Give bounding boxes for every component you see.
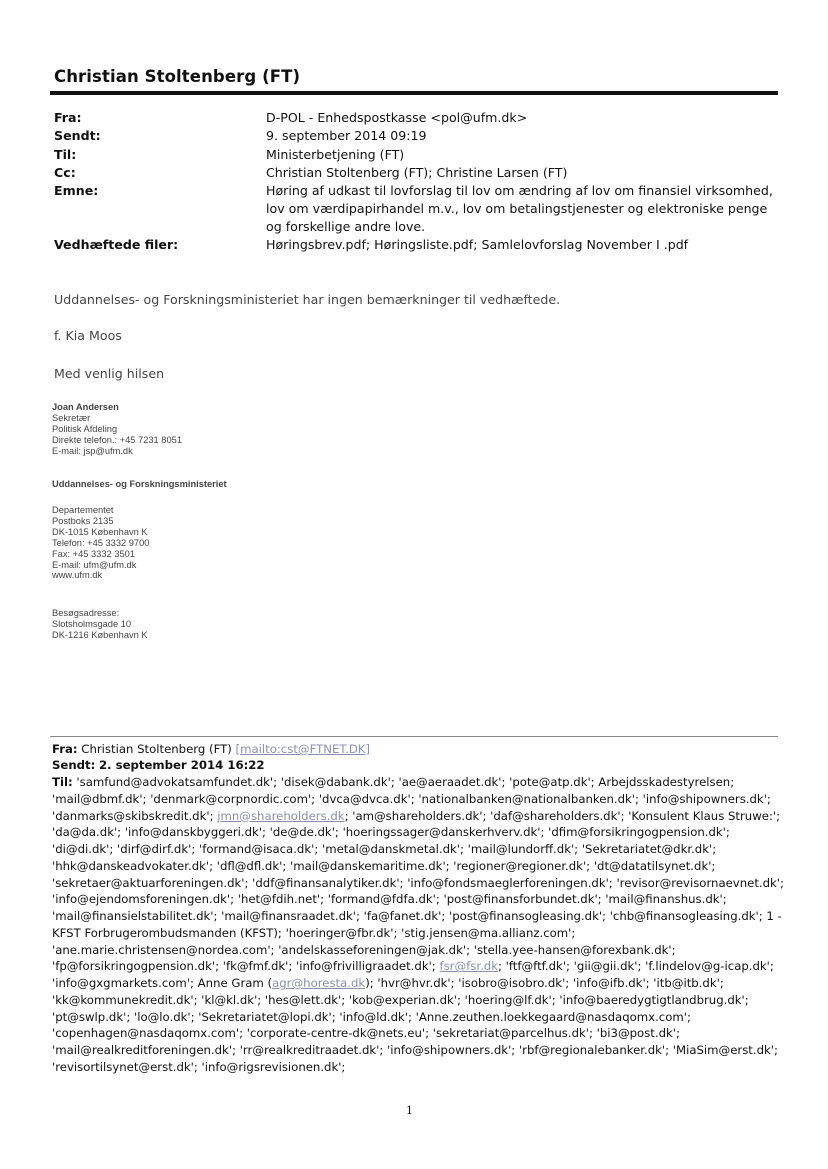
signature-title: Sekretær — [52, 412, 91, 423]
header-label-attachments: Vedhæftede filer: — [54, 237, 179, 252]
forward-sent-label: Sendt: — [52, 758, 96, 772]
recipient-link-jmn[interactable]: jmn@shareholders.dk — [217, 808, 345, 823]
forward-sent-value: 2. september 2014 16:22 — [99, 758, 265, 772]
recipients-text: 'samfund@advokatsamfundet.dk'; 'disek@dabank.dk'; 'ae@aeraadet.dk'; 'pote@atp.dk'; Arbejdsskadestyrelsen; 'mail@dbmf.dk'; 'denmark@corpnordic.com'; 'dvca@dvca.dk'; 'nationalbanken@nationalbanken.dk'; 'info@shipowners.dk'; 'danmarks@skibskredit.dk'; — [52, 775, 771, 823]
forward-from-link[interactable]: [mailto:cst@FTNET.DK] — [235, 742, 371, 756]
signature-phone: Direkte telefon.: +45 7231 8051 — [52, 434, 182, 445]
signature-visit — [52, 608, 148, 641]
recipients-text: ; 'am@shareholders.dk'; 'daf@shareholders.dk'; 'Konsulent Klaus Struwe:'; 'da@da.dk'; 'info@danskbyggeri.dk'; 'de@de.dk'; 'hoeringssager@danskerhverv.dk'; 'dfim@forsikringogpension.dk'; 'di@di.dk'; 'dirf@dirf.dk'; 'formand@isaca.dk'; 'metal@danskmetal.dk'; 'mail@lundorff.dk'; 'Sekretariatet@dkr.dk'; 'hhk@danskeadvokater.dk'; 'dfl@dfl.dk'; 'mail@danskemaritime.dk'; 'regioner@regioner.dk'; 'dt@datatilsynet.dk'; 'sekretaer@aktuarforeningen.dk'; 'ddf@finansanalytiker.dk'; 'info@fondsmaeglerforeningen.dk'; 'revisor@revisornaevnet.dk'; 'info@ejendomsforeningen.dk'; 'het@fdih.net'; 'formand@fdfa.dk'; 'post@finansforbundet.dk'; 'mail@finanshus.dk'; 'mail@finansielstabilitet.dk'; 'mail@finansraadet.dk'; 'fa@fanet.dk'; 'post@finansogleasing.dk'; 'chb@finansogleasing.dk'; 1 - KFST Forbrugerombudsmanden (KFST); 'hoeringer@fbr.dk'; 'stig.jensen@ma.allianz.com'; 'ane.marie.christensen@nordea.com'; 'andelskasseforeningen@jak.dk'; 'stella.yee-hansen@forexbank.dk'; 'fp@forsikringogpension.dk'; 'fk@fmf.dk'; 'info@frivilligraadet.dk'; — [52, 808, 784, 974]
header-label-sent: Sendt: — [54, 128, 101, 143]
forward-from-line — [52, 741, 792, 758]
document-title: Christian Stoltenberg (FT) — [54, 67, 301, 86]
address-line: Departementet — [52, 505, 114, 515]
signature-ministry: Uddannelses- og Forskningsministeriet — [52, 479, 227, 489]
signature-block — [52, 402, 182, 457]
forward-to-label: Til: — [52, 775, 73, 789]
forward-separator — [50, 736, 778, 737]
header-value-from: D-POL - Enhedspostkasse <pol@ufm.dk> — [266, 110, 528, 125]
address-line: www.ufm.dk — [52, 570, 103, 581]
visit-line: DK-1216 København K — [52, 629, 148, 640]
recipient-link-fsr[interactable]: fsr@fsr.dk — [439, 959, 498, 974]
body-remark: Uddannelses- og Forskningsministeriet har ingen bemærkninger til vedhæftede. — [54, 292, 561, 307]
forward-from-value: Christian Stoltenberg (FT) — [81, 742, 232, 756]
signature-dept: Politisk Afdeling — [52, 423, 118, 434]
forward-sent-line — [52, 757, 792, 774]
recipient-link-agr[interactable]: agr@horesta.dk — [272, 976, 366, 990]
recipients-text: ); 'hvr@hvr.dk'; 'isobro@isobro.dk'; 'info@ifb.dk'; 'itb@itb.dk'; 'kk@kommunekredit.dk'; 'kl@kl.dk'; 'hes@lett.dk'; 'kob@experian.dk'; 'hoering@lf.dk'; 'info@baeredygtigtlandbrug.dk'; 'pt@swlp.dk'; 'lo@lo.dk'; 'Sekretariatet@lopi.dk'; 'info@ld.dk'; 'Anne.zeuthen.loekkegaard@nasdaqomx.com'; 'copenhagen@nasdaqomx.com'; 'corporate-centre-dk@nets.eu'; 'sekretariat@parcelhus.dk'; 'bi3@post.dk'; 'mail@realkreditforeningen.dk'; 'rr@realkreditraadet.dk'; 'info@shipowners.dk'; 'rbf@regionalebanker.dk'; 'MiaSim@erst.dk'; 'revisortilsynet@erst.dk'; 'info@rigsrevisionen.dk'; — [52, 976, 778, 1074]
signature-email: E-mail: jsp@ufm.dk — [52, 445, 133, 456]
recipients-text: ; 'ftf@ftf.dk'; 'gii@gii.dk'; 'f.lindelov@g-icap.dk'; 'info@gxgmarkets.com'; Anne Gram ( — [52, 959, 774, 990]
forward-recipients — [52, 774, 792, 1076]
signature-address — [52, 505, 149, 581]
forward-from-label: Fra: — [52, 742, 78, 756]
address-line: Fax: +45 3332 3501 — [52, 548, 135, 559]
header-label-to: Til: — [54, 147, 77, 162]
page-number: 1 — [406, 1104, 413, 1117]
title-rule — [50, 91, 778, 95]
header-value-subject: Høring af udkast til lovforslag til lov om ændring af lov om finansiel virksomhed, lov om værdipapirhandel m.v., lov om betalingstjenester og elektroniske penge og forskellige andre love. — [266, 183, 773, 234]
visit-line: Besøgsadresse: — [52, 608, 120, 618]
body-signoff-name: f. Kia Moos — [54, 328, 122, 343]
signature-name: Joan Andersen — [52, 402, 119, 412]
header-label-cc: Cc: — [54, 165, 76, 180]
header-value-attachments: Høringsbrev.pdf; Høringsliste.pdf; Samlelovforslag November I .pdf — [266, 237, 689, 252]
header-label-from: Fra: — [54, 110, 82, 125]
header-value-sent: 9. september 2014 09:19 — [266, 128, 427, 143]
body-greeting: Med venlig hilsen — [54, 366, 165, 381]
address-line: Postboks 2135 — [52, 515, 114, 526]
header-value-to: Ministerbetjening (FT) — [266, 147, 405, 162]
visit-line: Slotsholmsgade 10 — [52, 618, 132, 629]
header-label-subject: Emne: — [54, 183, 99, 198]
header-value-cc: Christian Stoltenberg (FT); Christine Larsen (FT) — [266, 165, 568, 180]
address-line: DK-1015 København K — [52, 526, 148, 537]
address-line: E-mail: ufm@ufm.dk — [52, 559, 137, 570]
address-line: Telefon: +45 3332 9700 — [52, 537, 150, 548]
